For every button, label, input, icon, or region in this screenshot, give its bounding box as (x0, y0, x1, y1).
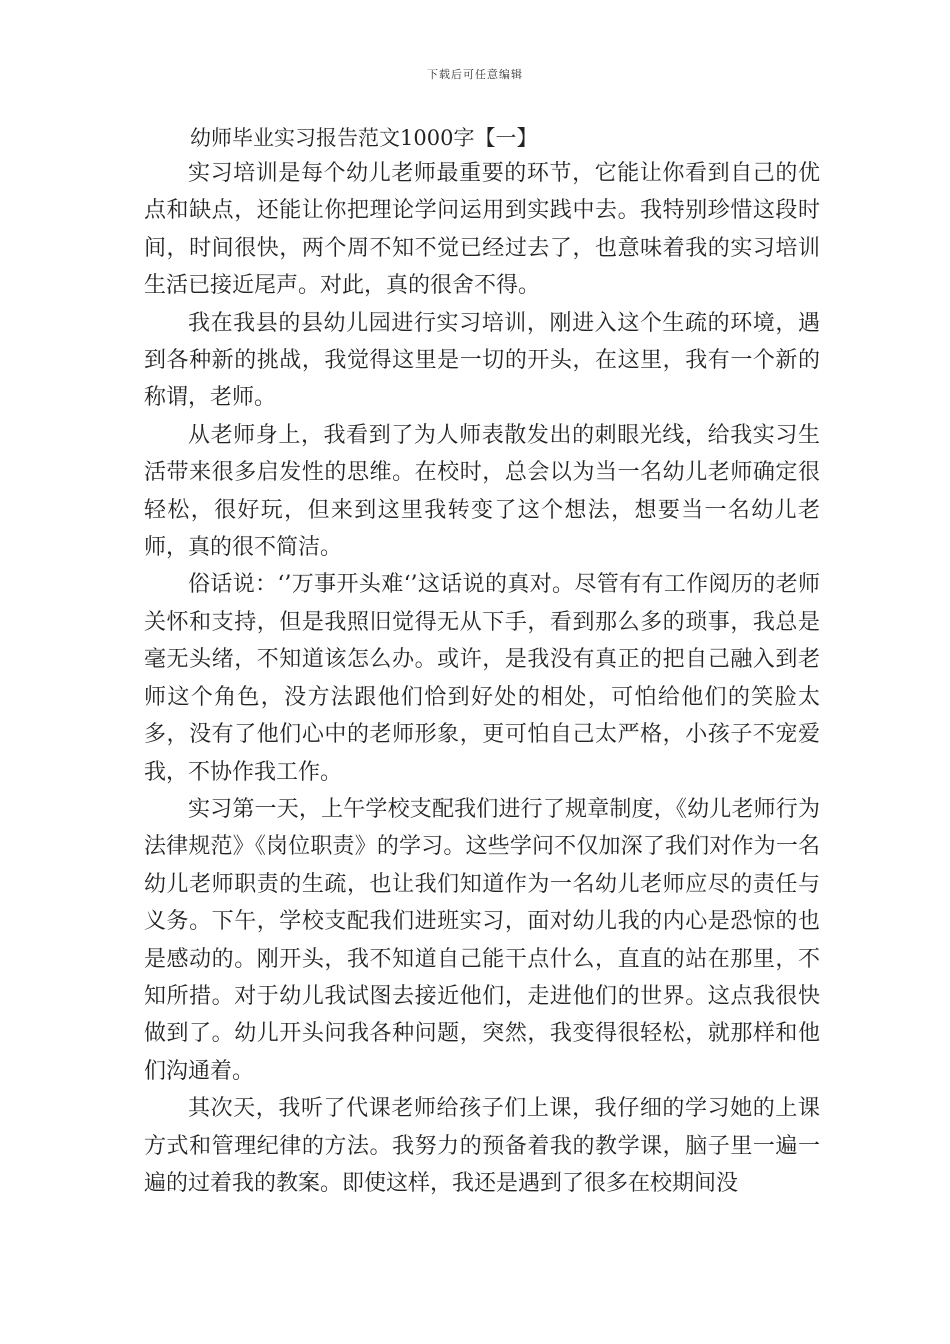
paragraph: 我在我县的县幼儿园进行实习培训，刚进入这个生疏的环境，遇到各种新的挑战，我觉得这里是一切的开头，在这里，我有一个新的称谓，老师。 (144, 310, 820, 411)
document-title: 幼师毕业实习报告范文1000字【一】 (190, 126, 538, 150)
paragraph: 其次天，我听了代课老师给孩子们上课，我仔细的学习她的上课方式和管理纪律的方法。我努力的预备着我的教学课，脑子里一遍一遍的过着我的教案。即使这样，我还是遇到了很多在校期间没 (144, 1096, 820, 1196)
document-body (144, 155, 820, 1202)
header-note: 下载后可任意编辑 (427, 68, 523, 81)
paragraph: 实习第一天，上午学校支配我们进行了规章制度，《幼儿老师行为法律规范》《岗位职责》的学习。这些学问不仅加深了我们对作为一名幼儿老师职责的生疏，也让我们知道作为一名幼儿老师应尽的责任与义务。下午，学校支配我们进班实习，面对幼儿我的内心是恐惊的也是感动的。刚开头，我不知道自己能干点什么，直直的站在那里，不知所措。对于幼儿我试图去接近他们，走进他们的世界。这点我很快做到了。幼儿开头问我各种问题，突然，我变得很轻松，就那样和他们沟通着。 (144, 796, 820, 1084)
paragraph: 从老师身上，我看到了为人师表散发出的刺眼光线，给我实习生活带来很多启发性的思维。在校时，总会以为当一名幼儿老师确定很轻松，很好玩，但来到这里我转变了这个想法，想要当一名幼儿老师，真的很不简洁。 (144, 422, 820, 561)
paragraph: 实习培训是每个幼儿老师最重要的环节，它能让你看到自己的优点和缺点，还能让你把理论学问运用到实践中去。我特别珍惜这段时间，时间很快，两个周不知不觉已经过去了，也意味着我的实习培训生活已接近尾声。对此，真的很舍不得。 (144, 161, 820, 299)
paragraph: 俗话说：‘’万事开头难‘’这话说的真对。尽管有有工作阅历的老师关怀和支持，但是我照旧觉得无从下手，看到那么多的琐事，我总是毫无头绪，不知道该怎么办。或许，是我没有真正的把自己融入到老师这个角色，没方法跟他们恰到好处的相处，可怕给他们的笑脸太多，没有了他们心中的老师形象，更可怕自己太严格，小孩子不宠爱我，不协作我工作。 (144, 572, 820, 785)
